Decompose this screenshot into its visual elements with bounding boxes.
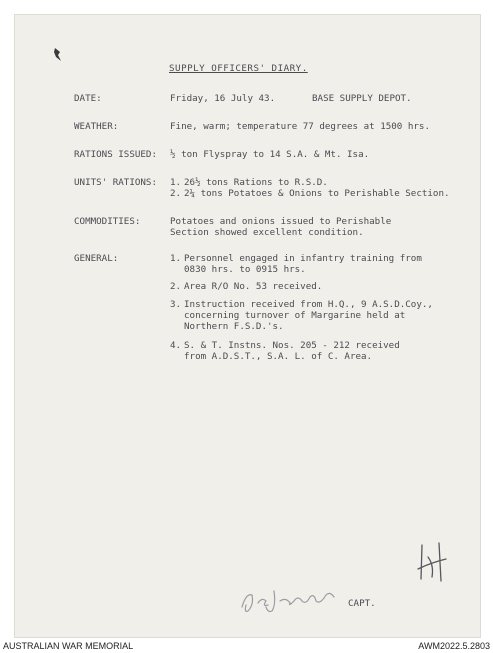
rations-issued-label: RATIONS ISSUED:	[74, 149, 157, 160]
weather-label: WEATHER:	[74, 121, 119, 132]
units-rations-label: UNITS' RATIONS:	[74, 177, 157, 188]
punch-mark-icon	[52, 46, 64, 64]
date-label: DATE:	[74, 93, 102, 104]
depot-name: BASE SUPPLY DEPOT.	[312, 93, 412, 104]
weather-value: Fine, warm; temperature 77 degrees at 1500 hrs.	[170, 121, 430, 132]
footer-accession-number: AWM2022.5.2803	[418, 641, 490, 651]
commodities-line: Section showed excellent condition.	[170, 227, 364, 238]
date-value: Friday, 16 July 43.	[170, 93, 276, 104]
commodities-line: Potatoes and onions issued to Perishable	[170, 216, 392, 227]
archive-footer	[0, 640, 493, 653]
signature-icon	[236, 583, 346, 617]
general-label: GENERAL:	[74, 253, 119, 264]
footer-institution: AUSTRALIAN WAR MEMORIAL	[3, 641, 134, 651]
commodities-label: COMMODITIES:	[74, 216, 141, 227]
diary-title: SUPPLY OFFICERS' DIARY.	[169, 63, 308, 74]
signature-rank: CAPT.	[348, 598, 376, 609]
rations-issued-value: ½ ton Flyspray to 14 S.A. & Mt. Isa.	[170, 149, 370, 160]
handwritten-initials-icon	[414, 541, 448, 583]
